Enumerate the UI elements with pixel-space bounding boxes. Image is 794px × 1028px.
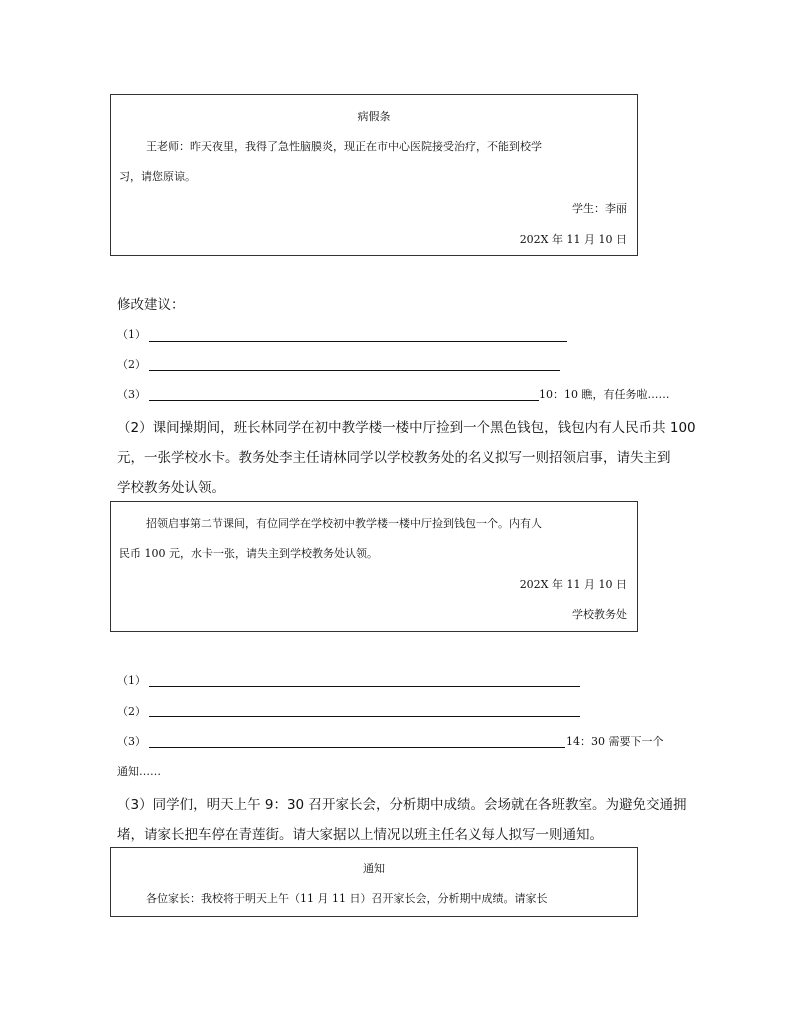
suggestion-heading: 修改建议： [117, 297, 185, 313]
lost-found-date: 202X 年 11 月 10 日 [519, 578, 627, 591]
suggestion2-label-2: （2） [117, 705, 146, 718]
leave-note-line-2: 习，请您原谅。 [119, 170, 196, 183]
lost-found-line-1: 招领启事第二节课间，有位同学在学校初中教学楼一楼中厅捡到钱包一个。内有人 [146, 517, 542, 530]
notice-title: 通知 [363, 862, 385, 875]
question-2-line-1: （2）课间操期间，班长林同学在初中教学楼一楼中厅捡到一个黑色钱包，钱包内有人民币共 100 [117, 420, 696, 436]
leave-note-date: 202X 年 11 月 10 日 [519, 233, 627, 246]
suggestion2-label-1: （1） [117, 674, 146, 687]
lost-found-line-2: 民币 100 元，水卡一张，请失主到学校教务处认领。 [119, 547, 378, 560]
suggestion2-suffix-3: 14：30 需要下一个 [566, 735, 664, 748]
answer-line-2[interactable] [149, 370, 560, 371]
answer2-line-1[interactable] [149, 686, 580, 687]
leave-note-signature: 学生：李丽 [572, 202, 627, 215]
question-2-line-2: 元，一张学校水卡。教务处李主任请林同学以学校教务处的名义拟写一则招领启事，请失主到 [117, 450, 671, 466]
suggestion-label-1: （1） [117, 328, 146, 341]
suggestion2-label-3: （3） [117, 735, 146, 748]
answer-line-1[interactable] [149, 341, 567, 342]
suggestion2-continuation: 通知…… [117, 765, 161, 778]
leave-note-title: 病假条 [357, 110, 391, 123]
lost-found-box [110, 501, 638, 632]
leave-note-box [110, 94, 638, 256]
suggestion-suffix-3: 10：10 瞧，有任务啦…… [539, 388, 670, 401]
answer2-line-2[interactable] [149, 716, 580, 717]
suggestion-label-2: （2） [117, 358, 146, 371]
lost-found-signature: 学校教务处 [572, 608, 627, 621]
question-3-line-2: 堵，请家长把车停在青莲街。请大家据以上情况以班主任名义每人拟写一则通知。 [117, 827, 603, 843]
notice-line-1: 各位家长：我校将于明天上午（11 月 11 日）召开家长会，分析期中成绩。请家长 [146, 892, 548, 905]
question-3-line-1: （3）同学们，明天上午 9：30 召开家长会，分析期中成绩。会场就在各班教室。为避免交通拥 [117, 797, 687, 813]
suggestion-label-3: （3） [117, 388, 146, 401]
answer2-line-3[interactable] [149, 747, 565, 748]
notice-box [110, 847, 638, 917]
answer-line-3[interactable] [149, 400, 539, 401]
question-2-line-3: 学校教务处认领。 [117, 480, 225, 496]
leave-note-line-1: 王老师：昨天夜里，我得了急性脑膜炎，现正在市中心医院接受治疗，不能到校学 [146, 140, 542, 153]
